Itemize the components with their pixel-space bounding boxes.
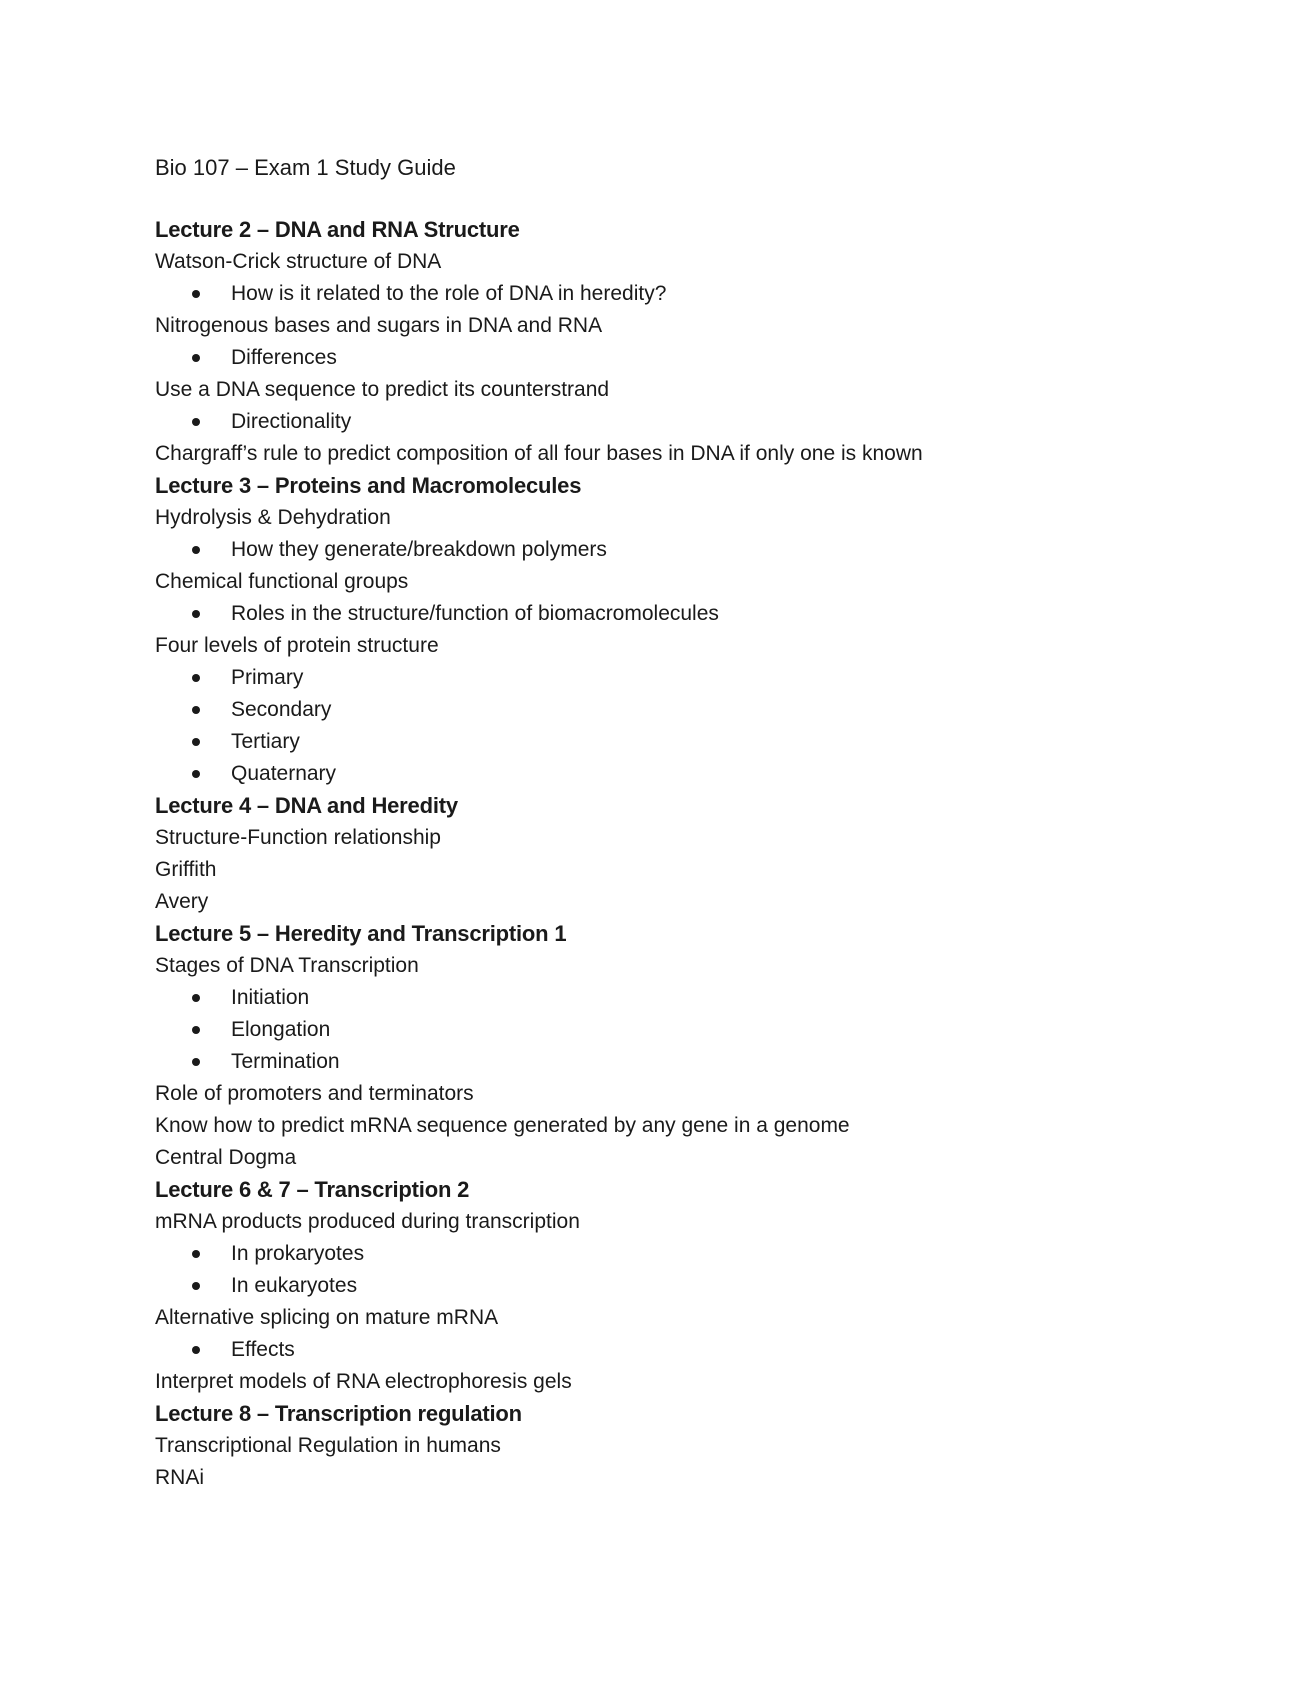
bullet-text: How is it related to the role of DNA in heredity? (231, 282, 667, 305)
topic-line: Chargraff’s rule to predict composition of all four bases in DNA if only one is known (155, 442, 923, 465)
bullet-icon (192, 738, 200, 746)
bullet-text: Tertiary (231, 730, 300, 753)
bullet-item (155, 982, 1155, 1014)
bullet-icon (192, 1250, 200, 1258)
topic-line: Watson-Crick structure of DNA (155, 250, 442, 273)
bullet-text: Secondary (231, 698, 332, 721)
bullet-item (155, 1238, 1155, 1270)
bullet-list (155, 1238, 1155, 1302)
topic-line: RNAi (155, 1466, 205, 1489)
bullet-text: Roles in the structure/function of biomacromolecules (231, 602, 719, 625)
topic-line: Chemical functional groups (155, 570, 409, 593)
bullet-list (155, 342, 1155, 374)
bullet-text: In prokaryotes (231, 1242, 365, 1265)
bullet-item (155, 1334, 1155, 1366)
bullet-icon (192, 706, 200, 714)
bullet-icon (192, 770, 200, 778)
bullet-item (155, 342, 1155, 374)
topic-line: Interpret models of RNA electrophoresis gels (155, 1370, 572, 1393)
bullet-list (155, 982, 1155, 1078)
bullet-icon (192, 354, 200, 362)
bullet-item (155, 726, 1155, 758)
bullet-item (155, 406, 1155, 438)
bullet-text: Effects (231, 1338, 295, 1361)
bullet-item (155, 534, 1155, 566)
document-body (155, 214, 1155, 1494)
bullet-text: Quaternary (231, 762, 337, 785)
topic-line: Stages of DNA Transcription (155, 954, 419, 977)
bullet-item (155, 278, 1155, 310)
bullet-item (155, 662, 1155, 694)
bullet-text: Initiation (231, 986, 310, 1009)
topic-line: Transcriptional Regulation in humans (155, 1434, 501, 1457)
bullet-text: How they generate/breakdown polymers (231, 538, 607, 561)
bullet-item (155, 1270, 1155, 1302)
section-heading: Lecture 4 – DNA and Heredity (155, 793, 458, 818)
document-page (155, 152, 1155, 1494)
bullet-text: Directionality (231, 410, 352, 433)
bullet-icon (192, 546, 200, 554)
bullet-list (155, 1334, 1155, 1366)
bullet-icon (192, 418, 200, 426)
bullet-icon (192, 1346, 200, 1354)
bullet-icon (192, 1058, 200, 1066)
bullet-text: Differences (231, 346, 337, 369)
bullet-list (155, 662, 1155, 790)
bullet-list (155, 278, 1155, 310)
bullet-icon (192, 994, 200, 1002)
bullet-text: Elongation (231, 1018, 331, 1041)
section-heading: Lecture 3 – Proteins and Macromolecules (155, 473, 582, 498)
section-heading: Lecture 6 & 7 – Transcription 2 (155, 1177, 470, 1202)
bullet-item (155, 694, 1155, 726)
bullet-list (155, 406, 1155, 438)
bullet-item (155, 1014, 1155, 1046)
topic-line: Alternative splicing on mature mRNA (155, 1306, 499, 1329)
topic-line: Hydrolysis & Dehydration (155, 506, 391, 529)
bullet-list (155, 534, 1155, 566)
topic-line: Role of promoters and terminators (155, 1082, 474, 1105)
bullet-icon (192, 674, 200, 682)
bullet-item (155, 758, 1155, 790)
bullet-text: Primary (231, 666, 304, 689)
bullet-icon (192, 1282, 200, 1290)
topic-line: Avery (155, 890, 209, 913)
topic-line: Four levels of protein structure (155, 634, 439, 657)
bullet-item (155, 598, 1155, 630)
bullet-text: In eukaryotes (231, 1274, 358, 1297)
topic-line: Know how to predict mRNA sequence generated by any gene in a genome (155, 1114, 850, 1137)
topic-line: Nitrogenous bases and sugars in DNA and RNA (155, 314, 603, 337)
bullet-icon (192, 1026, 200, 1034)
topic-line: Griffith (155, 858, 217, 881)
bullet-item (155, 1046, 1155, 1078)
bullet-text: Termination (231, 1050, 340, 1073)
section-heading: Lecture 8 – Transcription regulation (155, 1401, 522, 1426)
bullet-icon (192, 290, 200, 298)
topic-line: Central Dogma (155, 1146, 297, 1169)
section-heading: Lecture 5 – Heredity and Transcription 1 (155, 921, 567, 946)
topic-line: Use a DNA sequence to predict its counterstrand (155, 378, 610, 401)
topic-line: mRNA products produced during transcription (155, 1210, 580, 1233)
section-heading: Lecture 2 – DNA and RNA Structure (155, 217, 520, 242)
document-title: Bio 107 – Exam 1 Study Guide (155, 155, 456, 180)
bullet-icon (192, 610, 200, 618)
topic-line: Structure-Function relationship (155, 826, 441, 849)
bullet-list (155, 598, 1155, 630)
